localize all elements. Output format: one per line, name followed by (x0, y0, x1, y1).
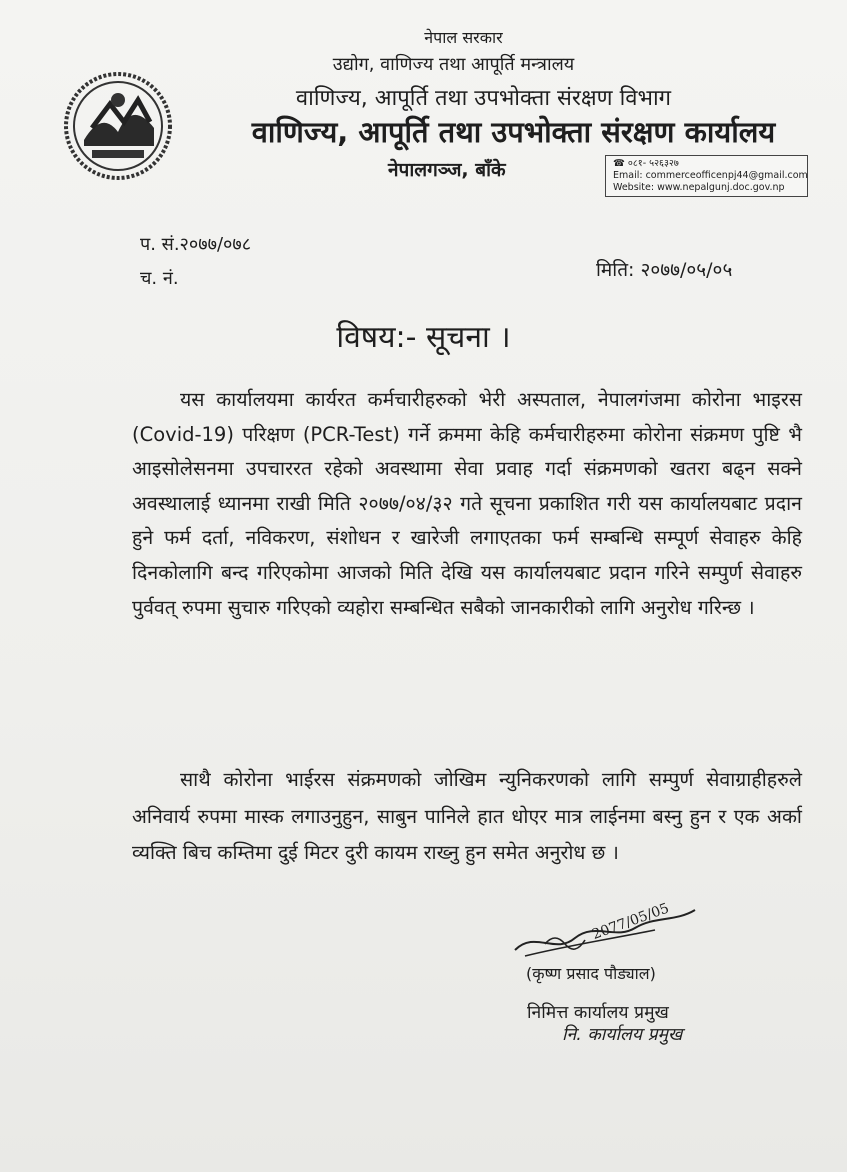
phone-number: ०८१- ५२६३२७ (627, 158, 679, 169)
phone-icon: ☎ (613, 158, 625, 169)
dispatch-number: च. नं. (140, 268, 179, 289)
signer-name: (कृष्ण प्रसाद पौड्याल) (526, 964, 656, 983)
letter-date: मिति: २०७७/०५/०५ (596, 259, 733, 281)
phone-row (613, 158, 807, 170)
email-address: Email: commerceofficenpj44@gmail.com (613, 170, 808, 181)
signer-role: निमित्त कार्यालय प्रमुख (527, 1003, 669, 1023)
contact-box (605, 155, 808, 197)
letter-number: प. सं.२०७७/०७८ (140, 234, 252, 255)
body-paragraph-1: यस कार्यालयमा कार्यरत कर्मचारीहरुको भेरी अस्पताल, नेपालगंजमा कोरोना भाइरस (Covid-19) परिक्षण (PCR-Test) गर्ने क्रममा केहि कर्मचारीहरुमा कोरोना संक्रमण पुष्टि भै आइसोलेसनमा उपचाररत रहेको अवस्थामा सेवा प्रवाह गर्दा संक्रमणको खतरा बढ्न सक्ने अवस्थालाई ध्यानमा राखी मिति २०७७/०४/३२ गते सूचना प्रकाशित गरी यस कार्यालयबाट प्रदान हुने फर्म दर्ता, नविकरण, संशोधन र खारेजी लगाएतका फर्म सम्बन्धि सम्पूर्ण सेवाहरु केहि दिनकोलागि बन्द गरिएकोमा आजको मिति देखि यस कार्यालयबाट प्रदान गरिने सम्पुर्ण सेवाहरु पुर्ववत् रुपमा सुचारु गरिएको व्यहोरा सम्बन्धित सबैको जानकारीको लागि अनुरोध गरिन्छ । (132, 388, 802, 619)
body-paragraph-2: साथै कोरोना भाईरस संक्रमणको जोखिम न्युनिकरणको लागि सम्पुर्ण सेवाग्राहीहरुले अनिवार्य रुपमा मास्क लगाउनुहुन, साबुन पानिले हात धोएर मात्र लाईनमा बस्नु हुन र एक अर्का व्यक्ति बिच कम्तिमा दुई मिटर दुरी कायम राख्नु हुन समेत अनुरोध छ । (132, 768, 802, 864)
government-name: नेपाल सरकार (424, 28, 503, 47)
department-name: वाणिज्य, आपूर्ति तथा उपभोक्ता संरक्षण विभाग (295, 86, 672, 111)
signature-date: 2077/05/05 (590, 900, 672, 944)
office-location: नेपालगञ्ज, बाँके (388, 159, 506, 181)
signer-role-stamp: नि. कार्यालय प्रमुख (562, 1025, 683, 1045)
website-address: Website: www.nepalgunj.doc.gov.np (613, 182, 785, 193)
subject-line: विषय:- सूचना । (336, 320, 511, 355)
office-name: वाणिज्य, आपूर्ति तथा उपभोक्ता संरक्षण कार्यालय (251, 115, 776, 149)
ministry-name: उद्योग, वाणिज्य तथा आपूर्ति मन्त्रालय (332, 54, 575, 75)
